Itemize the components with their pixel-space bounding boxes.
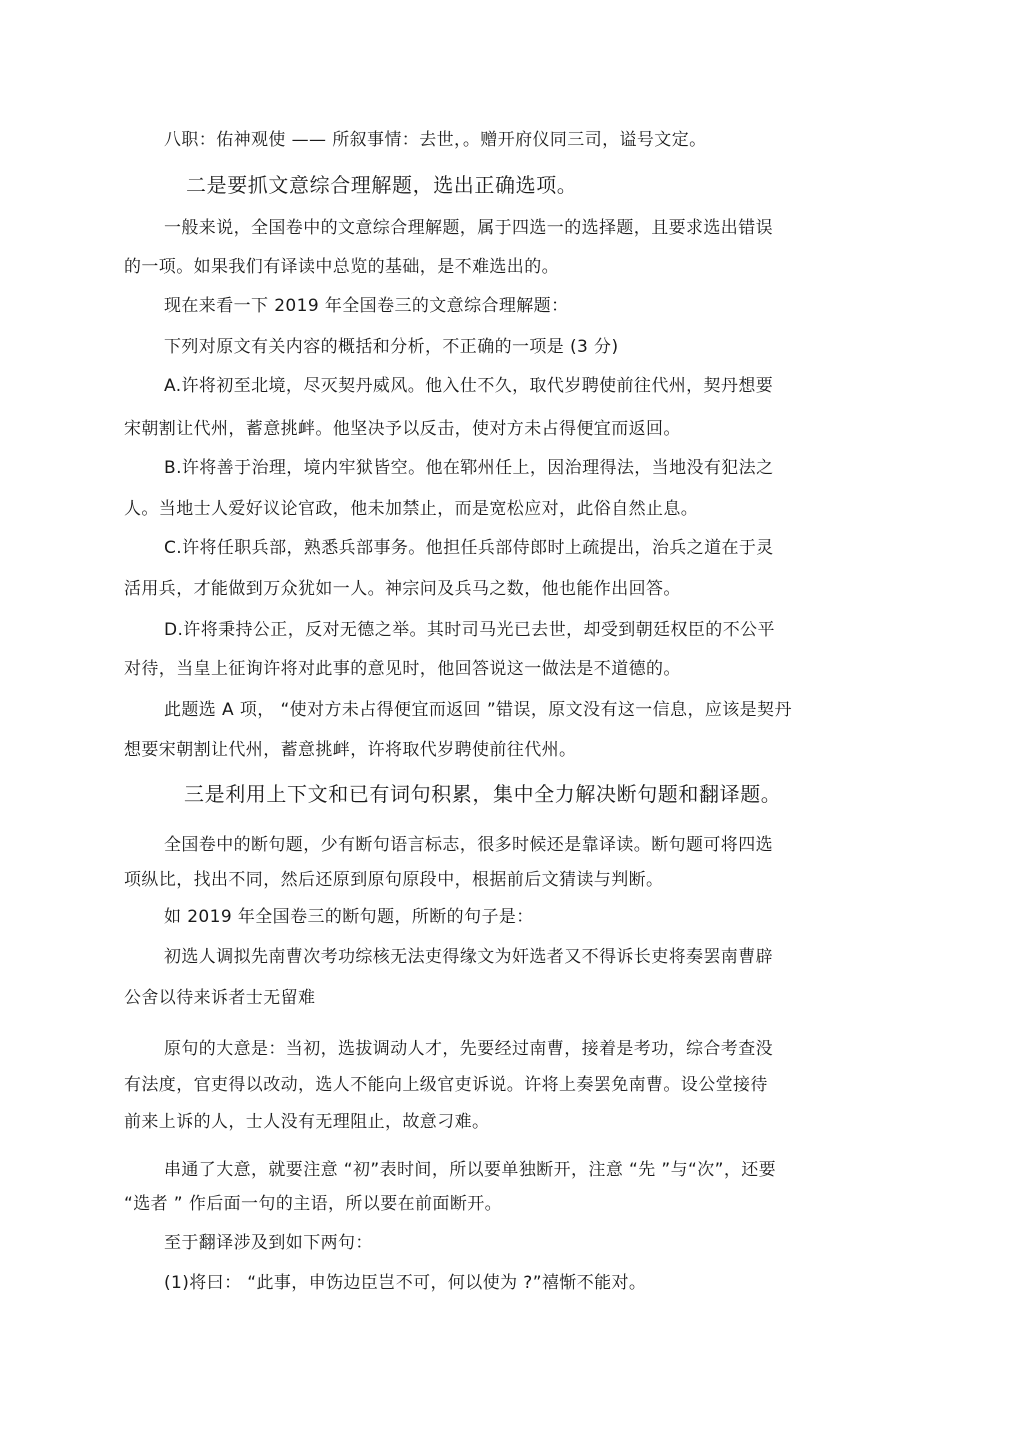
option-d-line: D.许将秉持公正，反对无德之举。其时司马光已去世，却受到朝廷权臣的不公平 — [164, 620, 775, 640]
text-line: 下列对原文有关内容的概括和分析，不正确的一项是 (3 分) — [164, 337, 619, 357]
text-line: 项纵比，找出不同，然后还原到原句原段中，根据前后文猜读与判断。 — [124, 870, 664, 890]
text-line: 想要宋朝割让代州，蓄意挑衅，许将取代岁聘使前往代州。 — [124, 740, 577, 760]
text-line: 公舍以待来诉者士无留难 — [124, 988, 316, 1008]
text-line: 有法度，官吏得以改动，选人不能向上级官吏诉说。许将上奏罢免南曹。设公堂接待 — [124, 1075, 768, 1095]
text-line: (1)将曰： “此事，申饬边臣岂不可，何以使为 ?”禧惭不能对。 — [164, 1273, 647, 1293]
text-line: 现在来看一下 2019 年全国卷三的文意综合理解题： — [164, 296, 569, 316]
text-line: 串通了大意，就要注意 “初”表时间，所以要单独断开，注意 “先 ”与“次”，还要 — [164, 1160, 777, 1180]
section-heading: 三是利用上下文和已有词句积累，集中全力解决断句题和翻译题。 — [184, 782, 782, 806]
text-line: 对待，当皇上征询许将对此事的意见时，他回答说这一做法是不道德的。 — [124, 659, 681, 679]
text-line: 此题选 A 项， “使对方未占得便宜而返回 ”错误，原文没有这一信息，应该是契丹 — [164, 700, 792, 720]
option-c-line: C.许将任职兵部，熟悉兵部事务。他担任兵部侍郎时上疏提出，治兵之道在于灵 — [164, 538, 774, 558]
text-line: 一般来说，全国卷中的文意综合理解题，属于四选一的选择题，且要求选出错误 — [164, 218, 773, 238]
text-line: 活用兵，才能做到万众犹如一人。神宗问及兵马之数，他也能作出回答。 — [124, 579, 681, 599]
text-line: 原句的大意是：当初，选拔调动人才，先要经过南曹，接着是考功，综合考查没 — [164, 1039, 773, 1059]
text-line: 如 2019 年全国卷三的断句题，所断的句子是： — [164, 907, 534, 927]
option-b-line: B.许将善于治理，境内牢狱皆空。他在郓州任上，因治理得法，当地没有犯法之 — [164, 458, 774, 478]
text-line: 至于翻译涉及到如下两句： — [164, 1233, 373, 1253]
text-line: 八职：佑神观使 —— 所叙事情：去世，。赠开府仪同三司，谥号文定。 — [164, 130, 707, 150]
text-line: “选者 ” 作后面一句的主语，所以要在前面断开。 — [124, 1194, 503, 1214]
text-line: 初选人调拟先南曹次考功综核无法吏得缘文为奸选者又不得诉长吏将奏罢南曹辟 — [164, 947, 773, 967]
text-line: 的一项。如果我们有译读中总览的基础，是不难选出的。 — [124, 257, 559, 277]
text-line: 前来上诉的人，士人没有无理阻止，故意刁难。 — [124, 1112, 490, 1132]
option-a-line: A.许将初至北境，尽灭契丹威风。他入仕不久，取代岁聘使前往代州，契丹想要 — [164, 376, 774, 396]
section-heading: 二是要抓文意综合理解题，选出正确选项。 — [186, 173, 578, 197]
text-line: 人。当地士人爱好议论官政，他未加禁止，而是宽松应对，此俗自然止息。 — [124, 499, 699, 519]
text-line: 宋朝割让代州，蓄意挑衅。他坚决予以反击，使对方未占得便宜而返回。 — [124, 419, 681, 439]
text-line: 全国卷中的断句题，少有断句语言标志，很多时候还是靠译读。断句题可将四选 — [164, 835, 773, 855]
